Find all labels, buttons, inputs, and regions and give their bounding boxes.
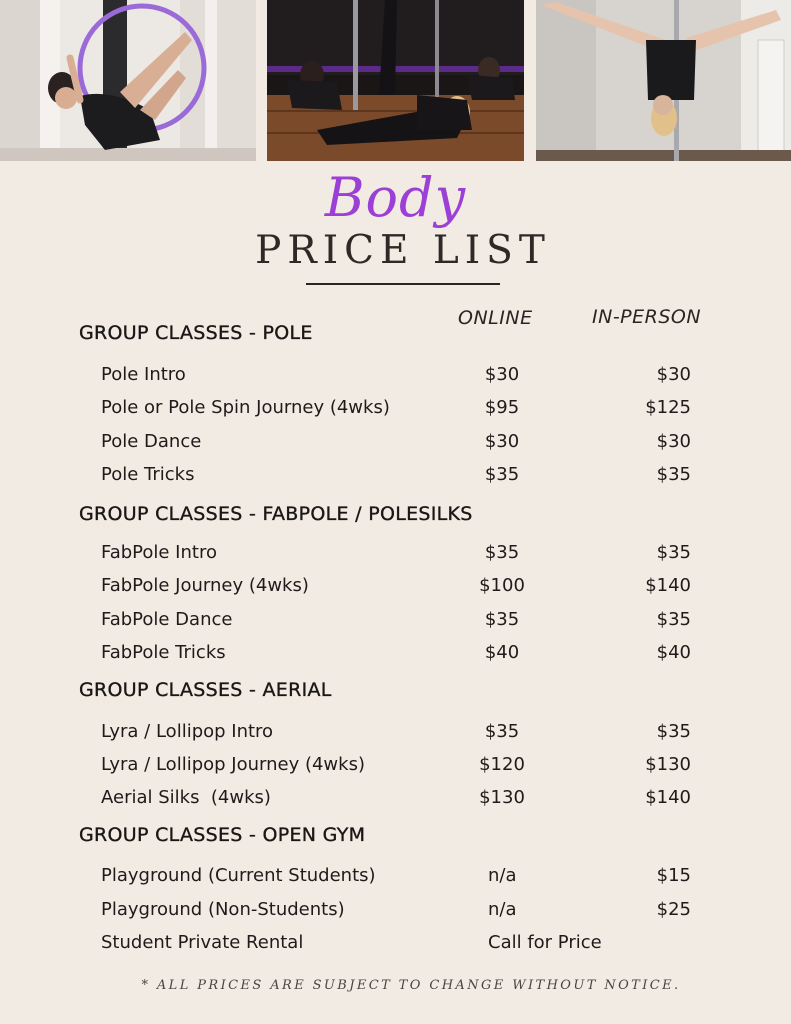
price-online: $100 bbox=[479, 575, 525, 596]
price-row-name: FabPole Dance bbox=[101, 609, 233, 630]
price-online: n/a bbox=[488, 899, 517, 920]
price-online: $30 bbox=[484, 364, 520, 385]
price-row-name: Lyra / Lollipop Journey (4wks) bbox=[101, 754, 365, 775]
price-row-name: Playground (Current Students) bbox=[101, 865, 376, 886]
brand-title: Body bbox=[324, 166, 467, 229]
price-in-person: $25 bbox=[656, 899, 691, 920]
price-online: $35 bbox=[484, 542, 520, 563]
price-online: $35 bbox=[484, 609, 520, 630]
price-row-name: Pole Dance bbox=[101, 431, 202, 452]
price-in-person: $30 bbox=[656, 364, 691, 385]
title-divider bbox=[306, 283, 500, 285]
price-row-name: Pole or Pole Spin Journey (4wks) bbox=[101, 397, 390, 418]
price-row-name: FabPole Tricks bbox=[101, 642, 226, 663]
price-row-name: Pole Intro bbox=[101, 364, 186, 385]
price-in-person: $40 bbox=[656, 642, 691, 663]
disclaimer-footnote: * ALL PRICES ARE SUBJECT TO CHANGE WITHOUT NOTICE. bbox=[141, 978, 681, 993]
price-row-name: Student Private Rental bbox=[101, 932, 304, 953]
price-in-person: $35 bbox=[656, 721, 691, 742]
section-title: GROUP CLASSES - AERIAL bbox=[79, 679, 332, 701]
price-row-name: FabPole Intro bbox=[101, 542, 217, 563]
price-online: $95 bbox=[484, 397, 520, 418]
price-online: $30 bbox=[484, 431, 520, 452]
photo-group-floor-pose bbox=[267, 0, 524, 161]
price-in-person: $35 bbox=[656, 464, 691, 485]
price-in-person: $125 bbox=[645, 397, 691, 418]
section-title: GROUP CLASSES - POLE bbox=[79, 322, 313, 344]
price-online: n/a bbox=[488, 865, 517, 886]
column-header-in-person: IN-PERSON bbox=[592, 306, 702, 328]
price-in-person: $35 bbox=[656, 542, 691, 563]
section-title: GROUP CLASSES - OPEN GYM bbox=[79, 824, 366, 846]
price-row-name: Playground (Non-Students) bbox=[101, 899, 345, 920]
price-online: $130 bbox=[479, 787, 525, 808]
price-in-person: $35 bbox=[656, 609, 691, 630]
price-online: $35 bbox=[484, 464, 520, 485]
price-row-name: Lyra / Lollipop Intro bbox=[101, 721, 274, 742]
page-title: PRICE LIST bbox=[255, 228, 551, 273]
price-in-person: $140 bbox=[645, 787, 691, 808]
price-in-person: $30 bbox=[656, 431, 691, 452]
section-title: GROUP CLASSES - FABPOLE / POLESILKS bbox=[79, 503, 473, 525]
price-online: $35 bbox=[484, 721, 520, 742]
price-online: $120 bbox=[479, 754, 525, 775]
photo-lyra-hoop bbox=[0, 0, 256, 161]
price-in-person: $130 bbox=[645, 754, 691, 775]
price-in-person: $140 bbox=[645, 575, 691, 596]
price-row-name: FabPole Journey (4wks) bbox=[101, 575, 309, 596]
price-in-person: $15 bbox=[656, 865, 691, 886]
price-online: $40 bbox=[484, 642, 520, 663]
price-row-name: Aerial Silks (4wks) bbox=[101, 787, 271, 808]
column-header-online: ONLINE bbox=[458, 307, 533, 329]
price-online: Call for Price bbox=[488, 932, 602, 953]
photo-pole-split bbox=[536, 0, 791, 161]
price-row-name: Pole Tricks bbox=[101, 464, 195, 485]
